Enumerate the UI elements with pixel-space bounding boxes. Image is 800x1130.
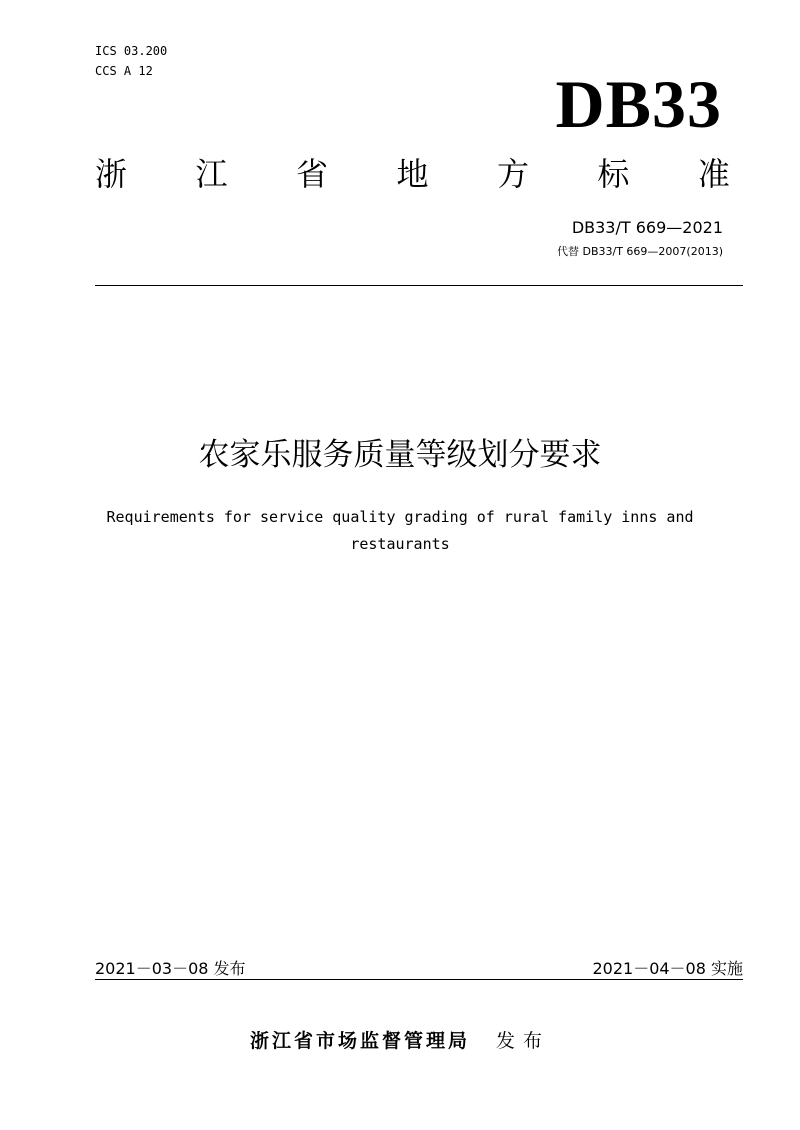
category-char: 准: [697, 155, 730, 193]
standard-badge: DB33: [555, 66, 722, 142]
classification-codes: [95, 41, 167, 81]
top-divider: [95, 285, 743, 286]
issue-date: 2021－03－08 发布: [95, 959, 246, 978]
category-char: 地: [396, 155, 429, 193]
category-char: 标: [597, 155, 630, 193]
document-title-cn: 农家乐服务质量等级划分要求: [198, 437, 602, 473]
category-char: 江: [195, 155, 228, 193]
category-char: 浙: [95, 155, 128, 193]
issuer-action: 发布: [496, 1030, 551, 1052]
document-title-en: Requirements for service quality grading of rural family inns and restaurants: [106, 508, 694, 553]
ics-code: ICS 03.200: [95, 44, 168, 58]
category-char: 方: [496, 155, 529, 193]
bottom-divider: [95, 979, 743, 980]
issuer-line: [0, 1028, 800, 1054]
standard-number: DB33/T 669—2021: [571, 218, 723, 237]
category-char: 省: [295, 155, 328, 193]
replaces-note: 代替 DB33/T 669—2007(2013): [557, 245, 723, 258]
issuer-name: 浙江省市场监督管理局: [249, 1030, 470, 1052]
implementation-date: 2021－04－08 实施: [592, 959, 743, 978]
standard-category: [95, 152, 730, 196]
ccs-code: CCS A 12: [95, 64, 153, 78]
